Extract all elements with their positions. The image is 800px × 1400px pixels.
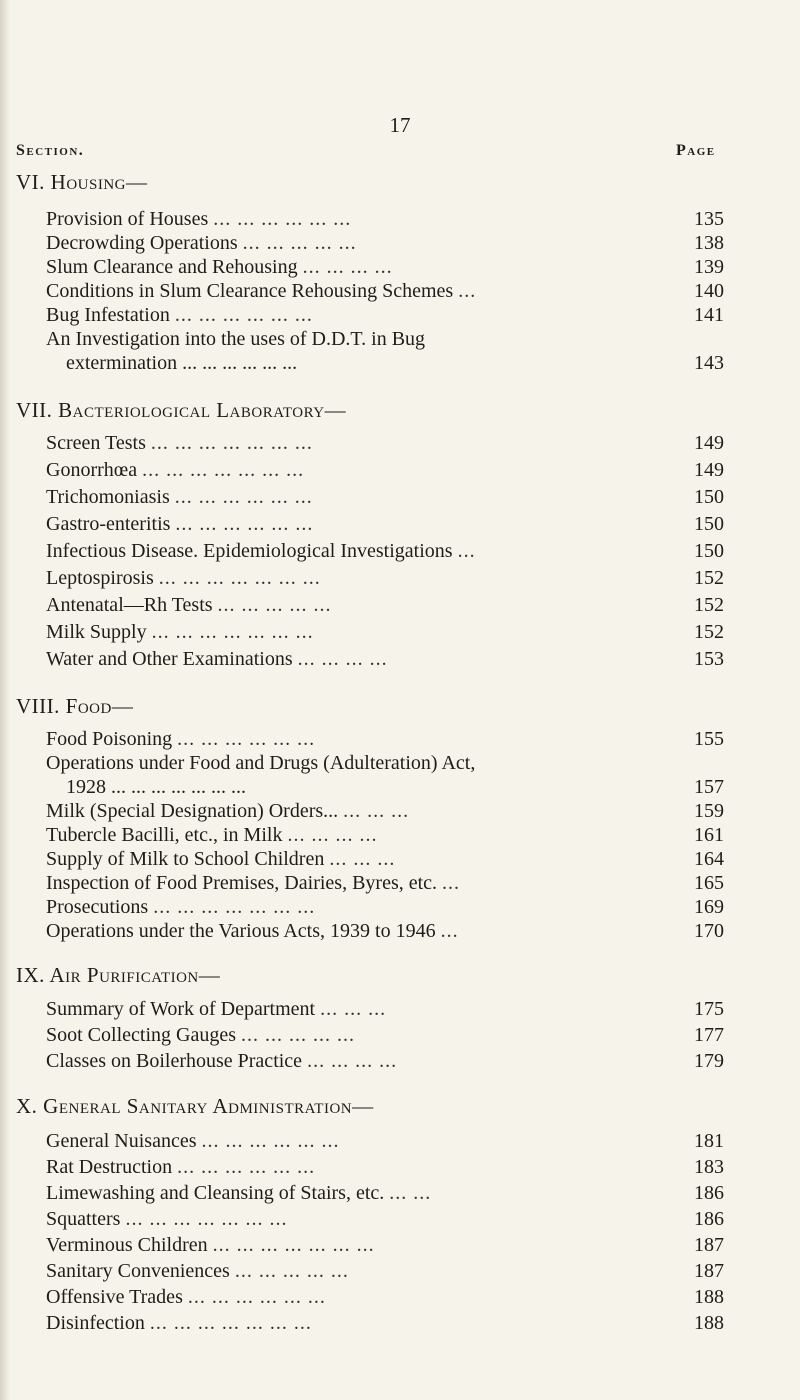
toc-page-number: 170 — [694, 920, 724, 942]
toc-entry: Gonorrhœa ... ... ... ... ... ... ... — [46, 459, 305, 481]
toc-entry: Milk Supply ... ... ... ... ... ... ... — [46, 621, 314, 643]
toc-entry: Screen Tests ... ... ... ... ... ... ... — [46, 432, 313, 454]
toc-entry: Water and Other Examinations ... ... ... ... — [46, 648, 388, 670]
toc-entry: Conditions in Slum Clearance Rehousing Schemes ... — [46, 280, 477, 302]
toc-page-number: 161 — [694, 824, 724, 846]
toc-entry: Classes on Boilerhouse Practice ... ... ... ... — [46, 1050, 398, 1072]
toc-page-number: 149 — [694, 459, 724, 481]
toc-page-number: 150 — [694, 540, 724, 562]
toc-entry: Infectious Disease. Epidemiological Investigations ... — [46, 540, 476, 562]
toc-entry: Sanitary Conveniences ... ... ... ... ... — [46, 1260, 349, 1282]
toc-page-number: 183 — [694, 1156, 724, 1178]
toc-entry: Operations under the Various Acts, 1939 to 1946 ... — [46, 920, 459, 942]
toc-page-number: 150 — [694, 486, 724, 508]
toc-entry: Squatters ... ... ... ... ... ... ... — [46, 1208, 288, 1230]
toc-page-number: 188 — [694, 1312, 724, 1334]
toc-entry: Disinfection ... ... ... ... ... ... ... — [46, 1312, 312, 1334]
toc-page-number: 187 — [694, 1234, 724, 1256]
section-title-bacteriological-laboratory: VII. Bacteriological Laboratory— — [16, 398, 347, 422]
toc-entry: Limewashing and Cleansing of Stairs, etc. ... ... — [46, 1182, 432, 1204]
section-title-air-purification: IX. Air Purification— — [16, 963, 221, 987]
section-title-food: VIII. Food— — [16, 694, 134, 718]
section-column-header: Section. — [16, 142, 85, 159]
toc-entry: Tubercle Bacilli, etc., in Milk ... ... ... ... — [46, 824, 378, 846]
toc-entry: Antenatal—Rh Tests ... ... ... ... ... — [46, 594, 332, 616]
toc-entry: Offensive Trades ... ... ... ... ... ... — [46, 1286, 326, 1308]
toc-page-number: 188 — [694, 1286, 724, 1308]
scan-edge-shadow — [0, 0, 10, 1400]
toc-entry: Supply of Milk to School Children ... ... ... — [46, 848, 396, 870]
toc-page-number: 150 — [694, 513, 724, 535]
toc-entry-continuation: extermination ... ... ... ... ... ... — [66, 352, 298, 374]
toc-page-number: 155 — [694, 728, 724, 750]
toc-entry: Inspection of Food Premises, Dairies, Byres, etc. ... — [46, 872, 461, 894]
toc-entry: Provision of Houses ... ... ... ... ... ... — [46, 208, 352, 230]
toc-page-number: 140 — [694, 280, 724, 302]
toc-entry: Summary of Work of Department ... ... ... — [46, 998, 387, 1020]
toc-entry: Rat Destruction ... ... ... ... ... ... — [46, 1156, 316, 1178]
toc-entry: Soot Collecting Gauges ... ... ... ... ... — [46, 1024, 355, 1046]
toc-entry: Milk (Special Designation) Orders... ... ... ... — [46, 800, 410, 822]
toc-entry: Food Poisoning ... ... ... ... ... ... — [46, 728, 316, 750]
toc-page-number: 187 — [694, 1260, 724, 1282]
toc-page-number: 152 — [694, 567, 724, 589]
toc-page-number: 164 — [694, 848, 724, 870]
toc-page-number: 152 — [694, 621, 724, 643]
page-number: 17 — [389, 113, 411, 137]
toc-page-number: 177 — [694, 1024, 724, 1046]
toc-page-number: 152 — [694, 594, 724, 616]
toc-page-number: 165 — [694, 872, 724, 894]
toc-page-number: 139 — [694, 256, 724, 278]
toc-entry: Bug Infestation ... ... ... ... ... ... — [46, 304, 313, 326]
toc-page-number: 135 — [694, 208, 724, 230]
toc-entry: Prosecutions ... ... ... ... ... ... ... — [46, 896, 316, 918]
toc-page-number: 141 — [694, 304, 724, 326]
toc-page-number: 138 — [694, 232, 724, 254]
toc-entry: Verminous Children ... ... ... ... ... ... ... — [46, 1234, 375, 1256]
toc-entry-continuation: 1928 ... ... ... ... ... ... ... — [66, 776, 246, 798]
toc-page-number: 169 — [694, 896, 724, 918]
toc-entry: Gastro-enteritis ... ... ... ... ... ... — [46, 513, 314, 535]
section-title-general-sanitary-administration: X. General Sanitary Administration— — [16, 1094, 374, 1118]
page-column-header: Page — [676, 142, 716, 159]
toc-entry: Leptospirosis ... ... ... ... ... ... ... — [46, 567, 321, 589]
toc-page-number: 181 — [694, 1130, 724, 1152]
toc-page-number: 186 — [694, 1182, 724, 1204]
toc-entry: An Investigation into the uses of D.D.T. in Bug — [46, 328, 426, 350]
toc-page-number: 186 — [694, 1208, 724, 1230]
toc-page-number: 143 — [694, 352, 724, 374]
toc-page-number: 179 — [694, 1050, 724, 1072]
toc-entry: General Nuisances ... ... ... ... ... ... — [46, 1130, 340, 1152]
toc-page-number: 175 — [694, 998, 724, 1020]
toc-page-number: 157 — [694, 776, 724, 798]
toc-entry: Slum Clearance and Rehousing ... ... ... ... — [46, 256, 393, 278]
toc-page-number: 153 — [694, 648, 724, 670]
toc-entry: Decrowding Operations ... ... ... ... ... — [46, 232, 357, 254]
toc-page-number: 149 — [694, 432, 724, 454]
toc-page-number: 159 — [694, 800, 724, 822]
toc-entry: Operations under Food and Drugs (Adulteration) Act, — [46, 752, 476, 774]
section-title-housing: VI. Housing— — [16, 170, 148, 194]
toc-entry: Trichomoniasis ... ... ... ... ... ... — [46, 486, 313, 508]
